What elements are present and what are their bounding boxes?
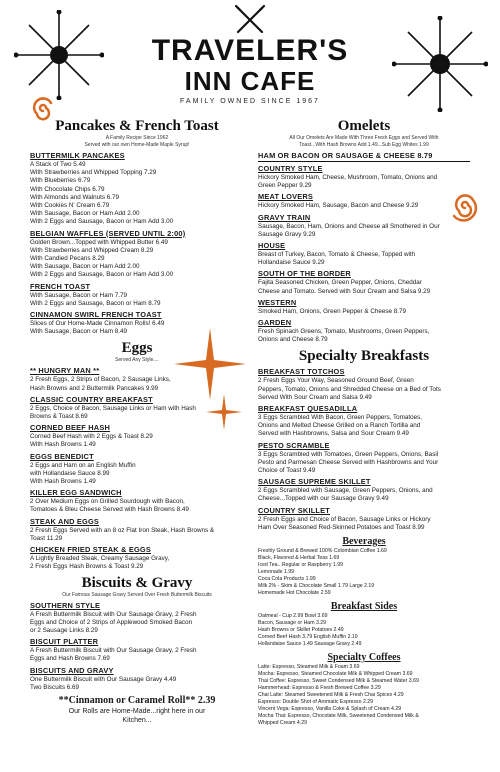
logo-tagline: FAMILY OWNED SINCE 1967 <box>180 98 320 105</box>
biscuits-items <box>30 601 244 692</box>
menu-item-line: With Sausage, Bacon or Ham 8.49 <box>30 328 127 336</box>
price-line: Coca Cola Products 1.99 <box>258 576 316 583</box>
menu-item-name: PESTO SCRAMBLE <box>258 440 330 450</box>
menu-item-line: Hickory Smoked Ham, Sausage, Bacon and Cheese 9.29 <box>258 202 419 210</box>
menu-item-name: BISCUIT PLATTER <box>30 637 99 647</box>
menu-item-line: Cheese...Topped with our Sausage Gravy 9.49 <box>258 495 389 503</box>
menu-item-name: STEAK AND EGGS <box>30 516 100 526</box>
pancakes-subtitle: A Family Recipe Since 1962 <box>105 135 169 141</box>
sides-list <box>258 613 470 648</box>
menu-item-line: Eggs and Choice of 2 Strips of Applewood Smoked Bacon <box>30 618 193 626</box>
price-line: Hash Browns or Skillet Potatoes 2.49 <box>258 627 344 634</box>
menu-item-line: Smoked Ham, Onions, Green Pepper & Cheese 8.79 <box>258 307 407 315</box>
omelets-title: Omelets <box>337 118 391 134</box>
coffees-title: Specialty Coffees <box>327 652 401 664</box>
menu-item-line: With Almonds and Walnuts 6.79 <box>30 193 120 201</box>
beverages-list <box>258 548 470 597</box>
menu-item-name: KILLER EGG SANDWICH <box>30 488 122 498</box>
price-line: Espresso: Double Shot of Aromatic Espresso 2.29 <box>258 699 374 706</box>
menu-item-line: With Hash Browns 1.49 <box>30 441 96 449</box>
price-line: Iced Tea...Regular or Raspberry 1.99 <box>258 562 343 569</box>
header <box>0 0 500 118</box>
menu-item-line: A Fresh Buttermilk Biscuit with Our Sausage Gravy, 2 Fresh <box>30 610 197 618</box>
menu-item-line: 3 Eggs Scrambled With Bacon, Green Peppers, Tomatoes, <box>258 414 423 422</box>
biscuits-subtitle: Our Famous Sausage Gravy Served Over Fresh Buttermilk Biscuits <box>62 591 212 598</box>
menu-item-line: With Sausage, Bacon or Ham 7.79 <box>30 291 127 299</box>
menu-item-line: 2 Eggs and Ham on an English Muffin <box>30 461 136 469</box>
price-line: Milk 2% - Skim & Chocolate Small 1.79 Large 2.19 <box>258 583 375 590</box>
price-line: Hollandaise Sauce 1.49 Sausage Gravy 2.49 <box>258 641 362 648</box>
menu-item-name: SOUTH OF THE BORDER <box>258 269 351 279</box>
menu-item-name: GRAVY TRAIN <box>258 212 311 222</box>
menu-item-line: Toast 11.29 <box>30 534 63 542</box>
menu-item-line: Peppers, Tomato, Onions and Shredded Cheese on a Bed of Tots <box>258 385 441 393</box>
price-line: Lemonade 1.99 <box>258 569 295 576</box>
beverages-title: Beverages <box>342 536 386 548</box>
menu-item-line: With 2 Eggs and Sausage, Bacon or Ham Add 3.00 <box>30 271 174 279</box>
menu-item-line: Tomatoes & Bleu Cheese Served with Hash Browns 8.49 <box>30 506 189 514</box>
menu-item-line: 3 Eggs Scrambled with Tomatoes, Green Peppers, Onions, Basil <box>258 450 439 458</box>
menu-item-line: Fresh Spinach Greens, Tomato, Mushrooms, Green Peppers, <box>258 328 430 336</box>
starburst-icon <box>174 328 246 400</box>
price-line: Chai Latte: Steamed Sweetened Milk & Fresh Chai Spices 4.29 <box>258 692 404 699</box>
menu-item-line: 2 Eggs Scrambled with Sausage, Green Peppers, Onions, and <box>258 487 433 495</box>
menu-item-line: with Hollandaise Sauce 8.99 <box>30 469 110 477</box>
pancakes-title: Pancakes & French Toast <box>55 118 219 134</box>
omelets-subtitle: Toast...With Hash Browns Add 1.49...Sub Egg Whites 1.99 <box>299 142 429 148</box>
price-line: Bacon, Sausage or Ham 3.29 <box>258 620 327 627</box>
menu-item-line: With Sausage, Bacon or Ham Add 2.00 <box>30 210 140 218</box>
menu-item-line: With Sausage, Bacon or Ham Add 2.00 <box>30 263 140 271</box>
logo-name-line1: TRAVELER'S <box>151 34 349 67</box>
pancakes-subtitle: Served with our own Home-Made Maple Syrup! <box>84 142 190 148</box>
menu-item-line: or 2 Sausage Links 8.29 <box>30 626 98 634</box>
menu-item-line: Sausage, Bacon, Ham, Onions and Cheese all Smothered in Our <box>258 222 440 230</box>
omelets-subtitle: All Our Omelets Are Made With Three Fresh Eggs and Served With <box>289 135 439 141</box>
menu-item-line: 2 Over Medium Eggs on Grilled Sourdough with Bacon, <box>30 498 185 506</box>
menu-item-line: Sausage Gravy 9.29 <box>258 230 316 238</box>
biscuits-title: Biscuits & Gravy <box>81 574 193 591</box>
logo <box>0 36 500 105</box>
menu-item-name: BREAKFAST QUESADILLA <box>258 404 358 414</box>
menu-item-line: Pesto and Parmesan Cheese Served with Hashbrowns and Your <box>258 458 439 466</box>
menu-item-line: Onions and Melted Cheese Grilled on a Ranch Tortilla and <box>258 422 421 430</box>
menu-item-name: BREAKFAST TOTCHOS <box>258 367 345 377</box>
menu-item-name: CINNAMON SWIRL FRENCH TOAST <box>30 310 162 320</box>
menu-item-name: ** HUNGRY MAN ** <box>30 366 100 376</box>
right-column <box>258 118 470 727</box>
menu-item-line: Served With Sour Cream and Salsa 9.49 <box>258 393 372 401</box>
menu-item-name: FRENCH TOAST <box>30 281 91 291</box>
omelets-items <box>258 164 470 344</box>
menu-item-line: 2 Fresh Eggs and Choice of Bacon, Sausage Links or Hickory <box>258 515 431 523</box>
menu-item-line: 2 Fresh Eggs Your Way, Seasoned Ground Beef, Green <box>258 377 414 385</box>
menu-item-line: Browns & Toast 8.69 <box>30 413 88 421</box>
coffees-list <box>258 664 470 727</box>
menu-item-name: COUNTRY SKILLET <box>258 505 330 515</box>
menu-item-line: A Stack of Two 5.49 <box>30 161 86 168</box>
menu-item-name: BUTTERMILK PANCAKES <box>30 151 125 160</box>
menu-item-line: With Hash Browns 1.49 <box>30 478 96 486</box>
menu-item-line: Fajita Seasoned Chicken, Green Pepper, Onions, Cheddar <box>258 279 422 287</box>
menu-item-line: 2 Eggs, Choice of Bacon, Sausage Links or Ham with Hash <box>30 404 196 412</box>
menu-item-line: Served with Hashbrowns, Salsa and Sour Cream 9.49 <box>258 430 409 438</box>
menu-item-name: BELGIAN WAFFLES (SERVED UNTIL 2:00) <box>30 228 186 238</box>
menu-item-line: A Fresh Buttermilk Biscuit with Our Sausage Gravy, 2 Fresh <box>30 647 197 655</box>
menu-item-line: One Buttermilk Biscuit with Our Sausage Gravy 4.49 <box>30 675 177 683</box>
price-line: Black, Flavored & Herbal Teas 1.69 <box>258 555 340 562</box>
roll-subtitle: Our Rolls are Home-Made...right here in our <box>68 707 206 715</box>
price-line: Oatmeal - Cup 2.99 Bowl 3.69 <box>258 613 328 620</box>
menu-item-line: 2 Fresh Eggs Served with an 8 oz Flat Iron Steak, Hash Browns & <box>30 526 215 534</box>
price-line: Corned Beef Hash 3.79 English Muffin 2.19 <box>258 634 358 641</box>
menu-item-line: Corned Beef Hash with 2 Eggs & Toast 8.29 <box>30 433 153 441</box>
menu-item-name: SOUTHERN STYLE <box>30 600 101 610</box>
specialty-items <box>258 367 470 532</box>
menu-item-line: Choice of Toast 9.49 <box>258 467 316 475</box>
menu-item-line: Breast of Turkey, Bacon, Tomato & Cheese, Topped with <box>258 251 416 259</box>
menu-item-line: Green Pepper 9.29 <box>258 182 312 190</box>
menu-item-line: With Strawberries and Whipped Cream 8.29 <box>30 246 154 254</box>
menu-item-name: CORNED BEEF HASH <box>30 423 110 433</box>
price-line: Hammerhead: Espresso & Fresh Brewed Coffee 3.29 <box>258 685 381 692</box>
menu-item-name: CLASSIC COUNTRY BREAKFAST <box>30 394 153 404</box>
menu-item-line: A Lightly Breaded Steak, Creamy Sausage Gravy, <box>30 555 170 563</box>
sides-title: Breakfast Sides <box>330 601 398 613</box>
menu-item-line: With Blueberries 6.79 <box>30 177 91 185</box>
utensils-icon <box>230 4 270 34</box>
price-line: Mocha Thai: Espresso, Chocolate Milk, Sweetened Condensed Milk & <box>258 713 419 720</box>
menu-item-line: Hollandaise Sauce 9.29 <box>258 259 325 267</box>
price-line: Thai Coffee: Espresso, Sweet Condensed Milk & Steamed Water 3.69 <box>258 678 419 685</box>
menu-item-name: HOUSE <box>258 241 286 251</box>
roll-title: **Cinnamon or Caramel Roll** 2.39 <box>58 694 216 706</box>
menu-item-name: COUNTRY STYLE <box>258 164 323 173</box>
omelet-banner: HAM OR BACON OR SAUSAGE & CHEESE 8.79 <box>258 151 470 162</box>
menu-item-line: With Cookies N' Cream 6.79 <box>30 202 110 210</box>
eggs-title: Eggs <box>121 340 153 357</box>
starburst-icon <box>206 394 242 430</box>
menu-item-line: Ham Over Seasoned Red-Skinned Potatoes and Toast 8.99 <box>258 523 425 531</box>
menu-item-line: Hash Browns and 2 Buttermilk Pancakes 9.99 <box>30 384 159 392</box>
menu-item-line: Two Biscuits 6.69 <box>30 683 79 691</box>
specialty-title: Specialty Breakfasts <box>298 348 430 365</box>
menu-item-line: With Strawberries and Whipped Topping 7.29 <box>30 169 157 177</box>
menu-item-line: Slices of Our Home-Made Cinnamon Rolls! 6.49 <box>30 320 165 328</box>
logo-name-line2: INN CAFE <box>184 66 316 96</box>
price-line: Mocha: Espresso, Steamed Chocolate Milk & Whipped Cream 3.69 <box>258 671 413 678</box>
menu-item-line: Eggs and Hash Browns 7.69 <box>30 655 110 663</box>
price-line: Whipped Cream 4.29 <box>258 720 308 727</box>
menu-item-name: GARDEN <box>258 318 292 328</box>
price-line: Latte: Espresso, Steamed Milk & Foam 3.69 <box>258 664 360 671</box>
pancakes-items <box>30 151 244 336</box>
price-line: Vincent Vega: Espresso, Vanilla Coke & Splash of Cream 4.29 <box>258 706 402 713</box>
menu-item-name: MEAT LOVERS <box>258 192 314 202</box>
menu-item-name: BISCUITS AND GRAVY <box>30 665 114 675</box>
menu-item-line: 2 Fresh Eggs Hash Browns & Toast 9.29 <box>30 563 144 571</box>
menu-item-line: Onions and Cheese 8.79 <box>258 336 328 344</box>
menu-item-line: With 2 Eggs and Sausage, Bacon or Ham 8.79 <box>30 299 161 307</box>
menu-item-line: 2 Fresh Eggs, 2 Strips of Bacon, 2 Sausage Links, <box>30 376 171 384</box>
menu-item-name: EGGS BENEDICT <box>30 451 94 461</box>
menu-item-line: Hickory Smoked Ham, Cheese, Mushroom, Tomato, Onions and <box>258 174 438 181</box>
menu-item-line: With 2 Eggs and Sausage, Bacon or Ham Add 3.00 <box>30 218 174 226</box>
menu-item-name: CHICKEN FRIED STEAK & EGGS <box>30 545 151 555</box>
menu-item-line: Golden Brown...Topped with Whipped Butter 6.49 <box>30 238 168 246</box>
eggs-subtitle: Served Any Style.... <box>115 357 159 364</box>
menu-item-name: WESTERN <box>258 297 297 307</box>
menu-item-line: Cheese and Tomato. Served with Sour Cream and Salsa 9.29 <box>258 287 431 295</box>
menu-item-line: With Candied Pecans 8.29 <box>30 255 105 263</box>
price-line: Homemade Hot Chocolate 2.59 <box>258 590 331 597</box>
roll-subtitle: Kitchen... <box>122 716 152 724</box>
menu-item-name: SAUSAGE SUPREME SKILLET <box>258 477 371 487</box>
price-line: Freshly Ground & Brewed 100% Colombian Coffee 1.69 <box>258 548 387 555</box>
menu-item-line: With Chocolate Chips 6.79 <box>30 185 105 193</box>
